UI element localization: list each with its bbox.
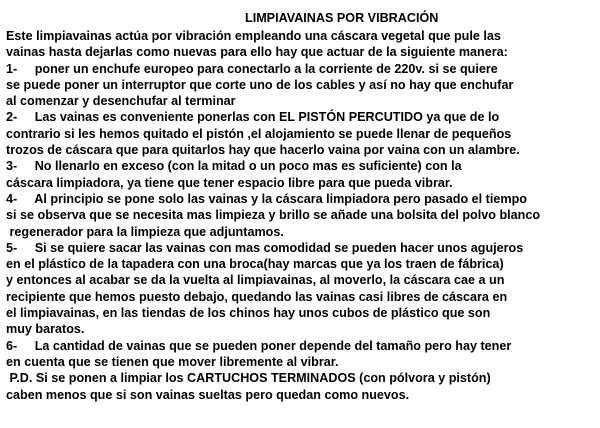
text-line-1: Este limpiavainas actúa por vibración empleando una cáscara vegetal que pule las: [6, 29, 501, 43]
text-line-17: recipiente que hemos puesto debajo, quedando las vainas casi libres de cáscara en: [6, 289, 508, 304]
text-line-4: se puede poner un interruptor que corte uno de los cables y así no hay que enchufar: [6, 77, 514, 92]
text-line-13: regenerador para la limpieza que adjuntamos.: [6, 224, 284, 239]
text-line-11: 4- Al principio se pone solo las vainas y la cáscara limpiadora pero pasado el tiempo: [6, 191, 527, 206]
text-line-19: muy baratos.: [6, 322, 85, 337]
text-line-18: el limpiavainas, en las tiendas de los chinos hay unos cubos de plástico que son: [6, 306, 491, 321]
text-line-9: 3- No llenarlo en exceso (con la mitad o un poco mas es suficiente) con la: [6, 159, 462, 174]
text-line-21: en cuenta que se tienen que mover libremente al vibrar.: [6, 354, 339, 369]
text-line-12: si se observa que se necesita mas limpieza y brillo se añade una bolsita del polvo blanco: [6, 208, 541, 223]
text-line-3: 1- poner un enchufe europeo para conectarlo a la corriente de 220v. si se quiere: [6, 61, 498, 76]
text-line-6: 2- Las vainas es conveniente ponerlas con EL PISTÓN PERCUTIDO ya que de lo: [6, 110, 500, 125]
text-line-7: contrario si les hemos quitado el pistón ,el alojamiento se puede llenar de pequeños: [6, 126, 512, 141]
text-line-10: cáscara limpiadora, ya tiene que tener espacio libre para que pueda vibrar.: [6, 175, 453, 190]
text-line-16: y entonces al acabar se da la vuelta al limpiavainas, al moverlo, la cáscara cae a un: [6, 273, 505, 288]
text-line-22: P.D. Si se ponen a limpiar los CARTUCHOS TERMINADOS (con pólvora y pistón): [6, 371, 491, 386]
text-line-23: caben menos que si son vainas sueltas pero quedan como nuevos.: [6, 387, 410, 402]
text-line-14: 5- Si se quiere sacar las vainas con mas comodidad se pueden hacer unos agujeros: [6, 240, 524, 255]
text-line-5: al comenzar y desenchufar al terminar: [6, 94, 236, 109]
document-body: [6, 28, 598, 403]
text-line-20: 6- La cantidad de vainas que se pueden poner depende del tamaño pero hay tener: [6, 338, 512, 353]
document-title: LIMPIAVAINAS POR VIBRACIÓN: [245, 11, 439, 25]
text-line-8: trozos de cáscara que para quitarlos hay que hacerlo vaina por vaina con un alambre.: [6, 143, 520, 158]
text-line-15: en el plástico de la tapadera con una broca(hay marcas que ya los traen de fábrica): [6, 257, 504, 272]
text-line-2: vainas hasta dejarlas como nuevas para ello hay que actuar de la siguiente manera:: [6, 45, 508, 60]
